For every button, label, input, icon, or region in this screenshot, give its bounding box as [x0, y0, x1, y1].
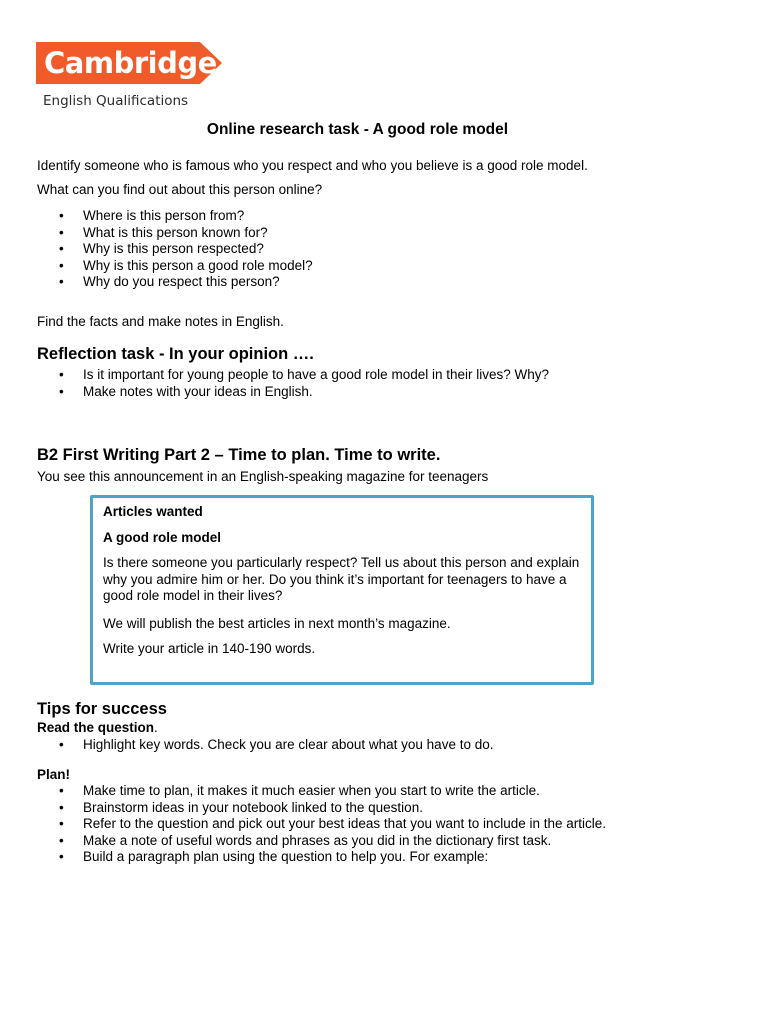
list-item [0, 816, 606, 833]
bullet-icon: • [59, 799, 64, 815]
list-item [0, 367, 549, 384]
list-item-text: Why is this person a good role model? [83, 257, 313, 273]
list-item [0, 800, 606, 817]
logo-wordmark: Cambridge [44, 46, 217, 80]
read-label-punct: . [154, 720, 158, 735]
writing-heading: B2 First Writing Part 2 – Time to plan. Time to write. [37, 446, 441, 464]
list-item-text: Make notes with your ideas in English. [83, 383, 313, 399]
bullet-icon: • [59, 208, 64, 223]
bullet-icon: • [59, 224, 64, 240]
bullet-icon: • [59, 737, 64, 752]
announcement-heading: Articles wanted [103, 504, 203, 519]
list-item-text: Refer to the question and pick out your best ideas that you want to include in the article. [83, 816, 607, 831]
read-label-text: Read the question [37, 720, 155, 735]
list-item-text: Build a paragraph plan using the question to help you. For example: [83, 849, 489, 864]
bullet-icon: • [59, 816, 64, 831]
list-item-text: Make a note of useful words and phrases as you did in the dictionary first task. [83, 832, 552, 848]
tips-plan-bullet-list [0, 783, 606, 866]
list-item [0, 833, 606, 850]
logo-subtitle: English Qualifications [43, 93, 189, 109]
list-item [0, 258, 313, 275]
bullet-icon: • [59, 241, 64, 256]
list-item [0, 274, 313, 291]
list-item [0, 737, 493, 754]
cambridge-logo [36, 42, 222, 108]
reflection-bullet-list [0, 367, 549, 400]
reflection-heading: Reflection task - In your opinion …. [37, 345, 314, 363]
research-instruction: Find the facts and make notes in English. [37, 314, 284, 329]
list-item [0, 208, 313, 225]
tips-read-label [37, 720, 158, 736]
tips-plan-label: Plan! [37, 767, 71, 782]
announcement-publish: We will publish the best articles in next month’s magazine. [103, 616, 451, 631]
announcement-subheading: A good role model [103, 530, 221, 545]
announcement-body: Is there someone you particularly respect? Tell us about this person and explain why you admire him or her. Do you think it’s important for teenagers to have a good role model in their lives? [103, 555, 580, 603]
writing-intro: You see this announcement in an English-speaking magazine for teenagers [37, 469, 489, 484]
bullet-icon: • [59, 783, 64, 798]
list-item-text: What is this person known for? [83, 224, 268, 240]
bullet-icon: • [59, 383, 64, 399]
tips-heading: Tips for success [37, 700, 167, 718]
tips-read-bullet-list [0, 737, 493, 754]
bullet-icon: • [59, 367, 64, 382]
bullet-icon: • [59, 257, 64, 273]
list-item [0, 849, 606, 866]
bullet-icon: • [59, 832, 64, 848]
list-item-text: Is it important for young people to have a good role model in their lives? Why? [83, 367, 550, 382]
announcement-box [90, 495, 594, 685]
bullet-icon: • [59, 849, 64, 864]
list-item-text: Brainstorm ideas in your notebook linked to the question. [83, 799, 423, 815]
research-intro: Identify someone who is famous who you respect and who you believe is a good role model. [37, 158, 588, 173]
list-item [0, 241, 313, 258]
page-title: Online research task - A good role model [206, 121, 509, 138]
list-item [0, 225, 313, 242]
list-item-text: Why is this person respected? [83, 241, 264, 256]
list-item [0, 783, 606, 800]
announcement-instruction: Write your article in 140-190 words. [103, 641, 316, 656]
list-item-text: Why do you respect this person? [83, 274, 280, 289]
list-item [0, 384, 549, 401]
list-item-text: Highlight key words. Check you are clear about what you have to do. [83, 737, 494, 752]
research-bullet-list [0, 208, 313, 291]
bullet-icon: • [59, 274, 64, 289]
list-item-text: Where is this person from? [83, 208, 245, 223]
research-question: What can you find out about this person online? [37, 182, 323, 197]
list-item-text: Make time to plan, it makes it much easier when you start to write the article. [83, 783, 540, 798]
